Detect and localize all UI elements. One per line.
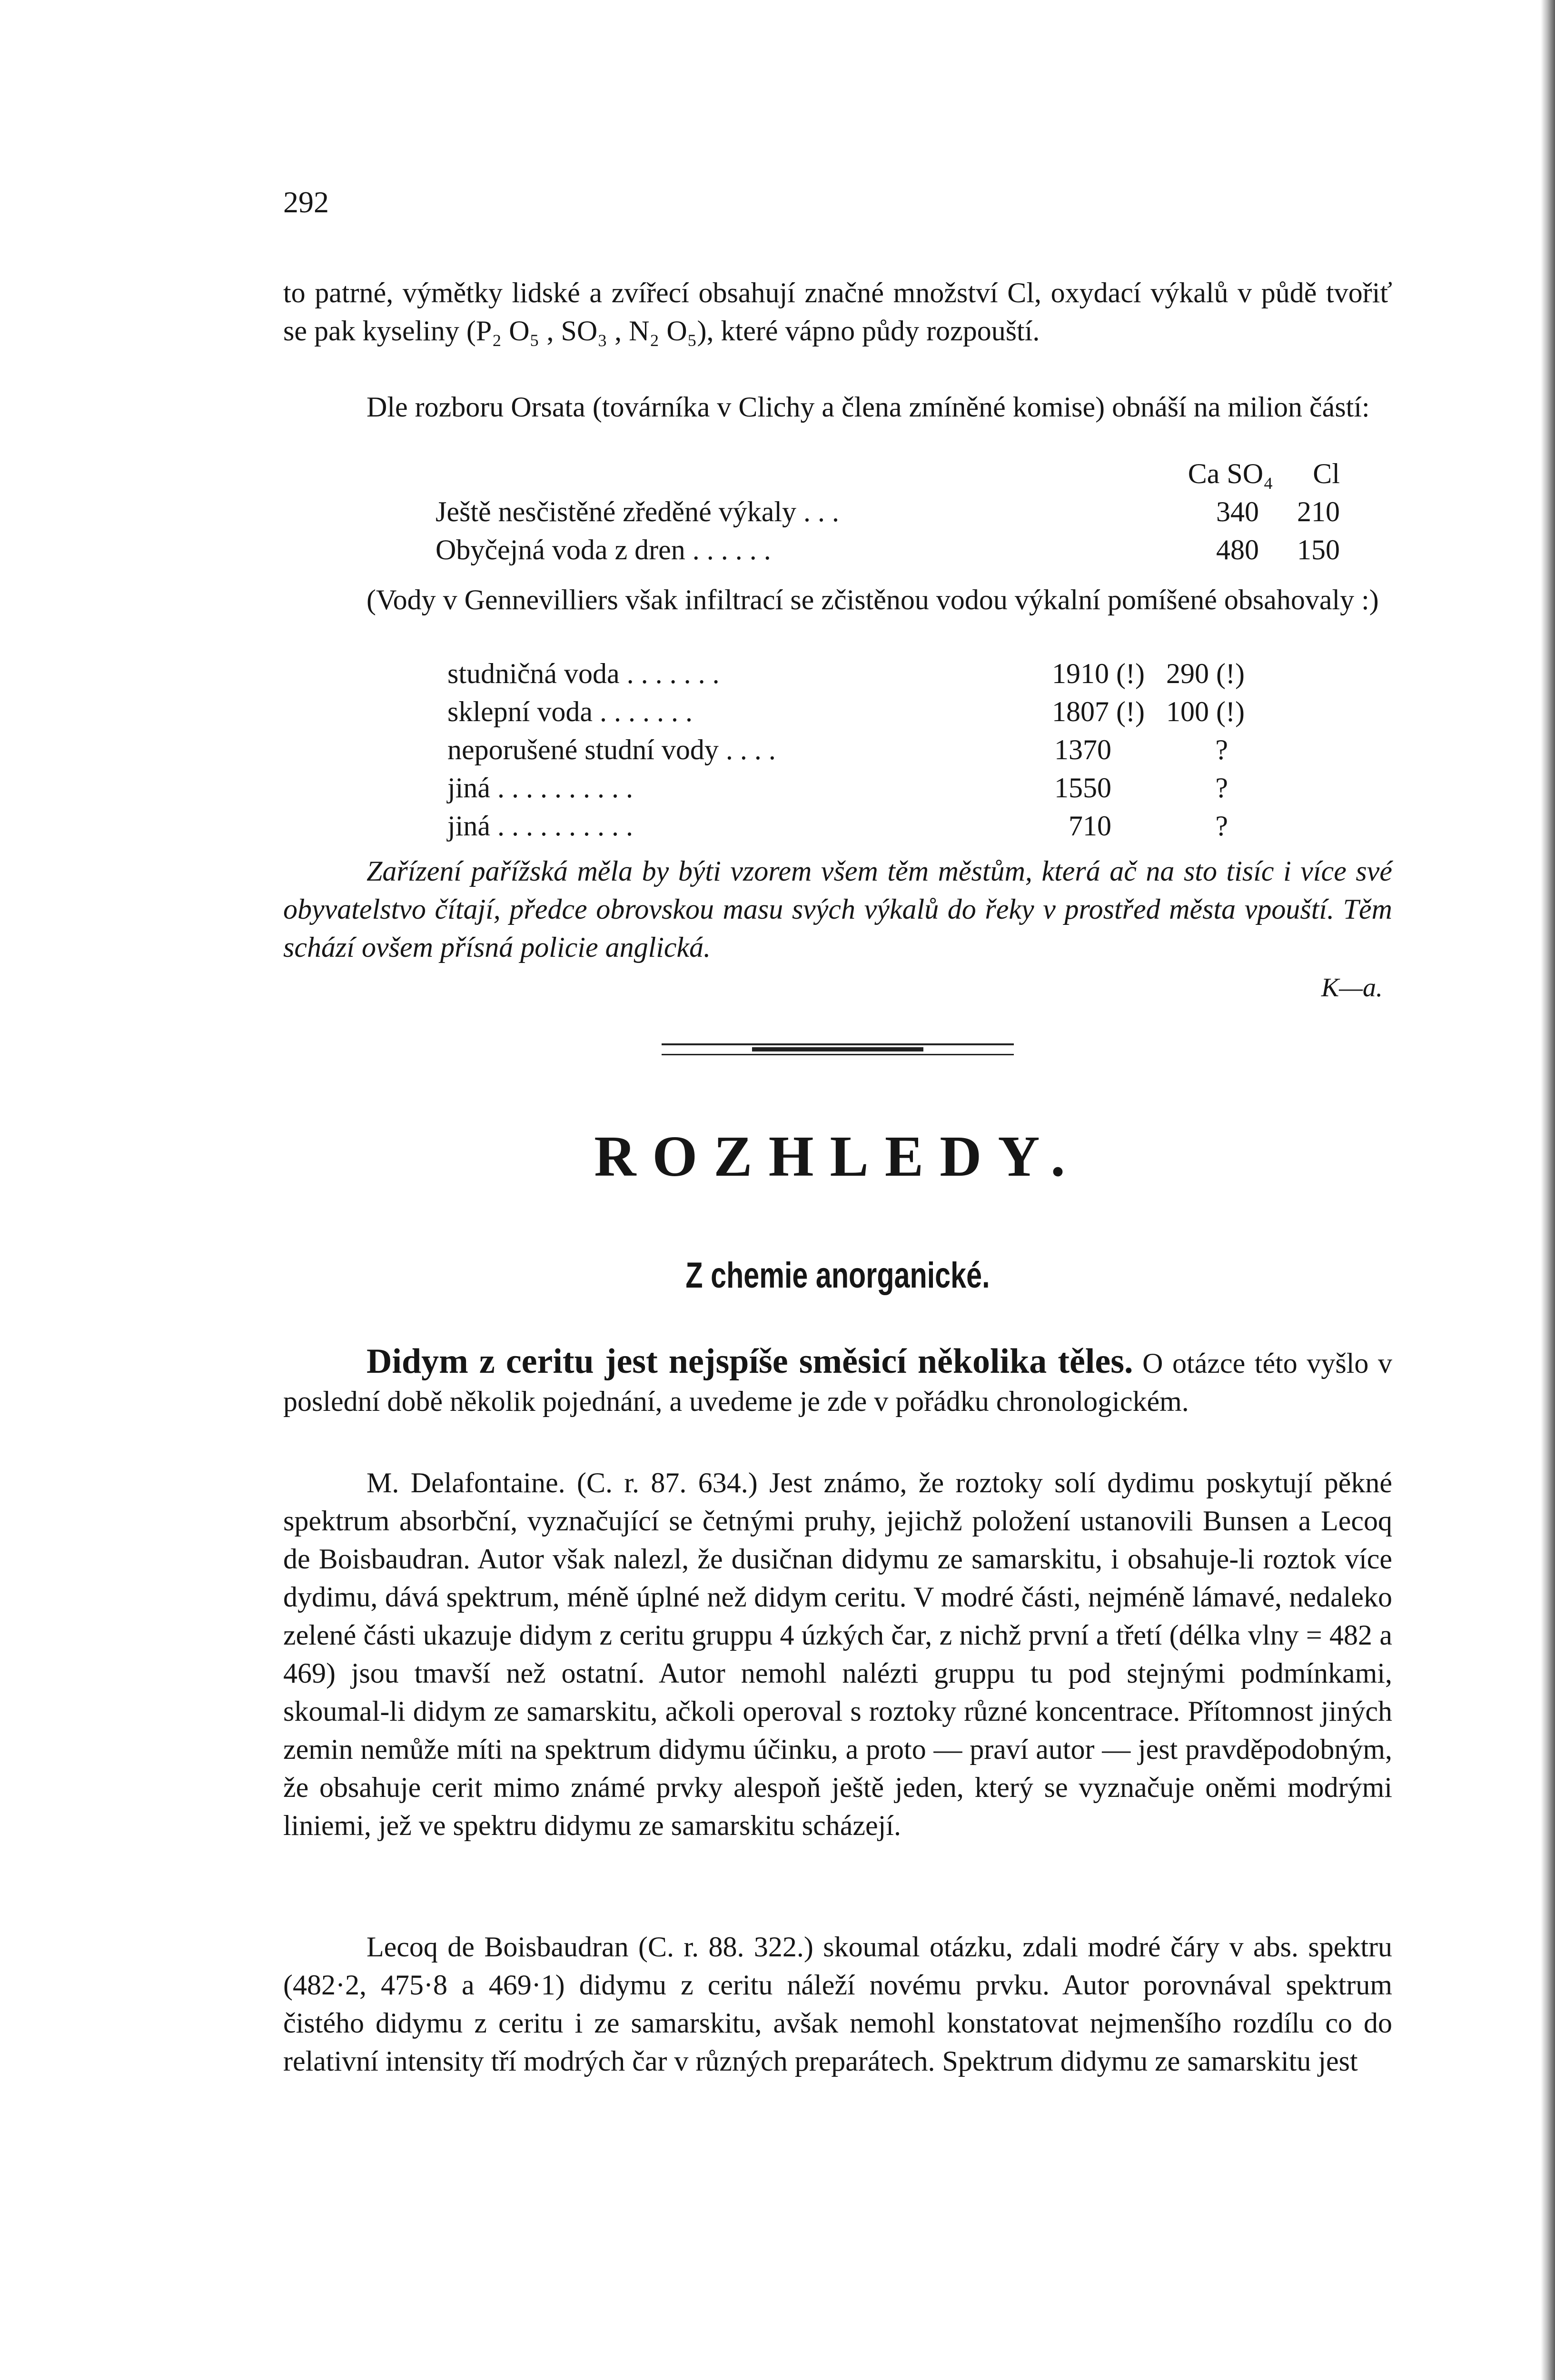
table-row-caso4: 1807 (!) — [1052, 696, 1145, 727]
article-intro-text: O otázce této vyšlo v poslední době několik pojednání, a uvedeme je zde v pořádku chronologickém. — [283, 1348, 1393, 1417]
article-text-2: Lecoq de Boisbaudran (C. r. 88. 322.) skoumal otázku, zdali modré čáry v abs. spektru (482·2, 475·8 a 469·1) didymu z ceritu náleží novému prvku. Autor porovnával spektrum čistého didymu z ceritu i ze samarskitu, avšak nemohl konstatovat nejmenšího rozdílu co do relativní intensity tří modrých čar v různých preparátech. Spektrum didymu ze samarskitu jest — [283, 1931, 1392, 2077]
intro-text-2: Dle rozboru Orsata (továrníka v Clichy a člena zmíněné komise) obnáší na milion částí: — [366, 391, 1370, 423]
table-row — [447, 654, 1392, 693]
table-row-caso4: 710 — [1069, 810, 1111, 842]
table-header-cl: Cl — [1313, 458, 1340, 489]
table-header-caso4: Ca SO₄ — [1188, 458, 1273, 489]
table-row-cl: 290 (!) — [1166, 658, 1245, 689]
signature: K—a. — [1321, 973, 1383, 1002]
table-row — [447, 731, 1392, 769]
table-row — [447, 693, 1392, 731]
scan-edge — [1541, 0, 1555, 2380]
intro-paragraph-2 — [283, 388, 1392, 426]
table-row-label: jiná . . . . . . . . . . — [447, 810, 633, 842]
table-row-label: jiná . . . . . . . . . . — [447, 772, 633, 803]
article-headline: Didym z ceritu jest nejspíše směsicí několika těles. — [366, 1342, 1133, 1381]
table-row-cl: 150 — [1297, 534, 1340, 565]
table-row-caso4: 340 — [1216, 496, 1259, 527]
table-row-caso4: 480 — [1216, 534, 1259, 565]
table-row-label: studničná voda . . . . . . . — [447, 658, 720, 689]
intro-text-1: to patrné, výmětky lidské a zvířecí obsahují značné množství Cl, oxydací výkalů v půdě tvořiť se pak kyseliny (P₂ O₅ , SO₃ , N₂ O₅), které vápno půdy rozpouští. — [283, 277, 1392, 347]
subsection-title: Z chemie anorganické. — [685, 1255, 990, 1296]
remark-paragraph — [283, 852, 1392, 966]
page-number: 292 — [283, 185, 329, 219]
table-row-label: sklepní voda . . . . . . . — [447, 696, 693, 727]
table-row — [436, 493, 1392, 531]
table-row-label: Ještě nesčistěné zředěné výkaly . . . — [436, 496, 839, 527]
table-row-caso4: 1370 — [1054, 734, 1111, 765]
divider-ornament — [752, 1047, 923, 1051]
table-analysis-2 — [447, 654, 1392, 845]
table-row — [447, 807, 1392, 845]
table-row-caso4: 1910 (!) — [1052, 658, 1145, 689]
intro-paragraph-1 — [283, 274, 1392, 350]
article-intro — [283, 1342, 1392, 1420]
table-row-label: Obyčejná voda z dren . . . . . . — [436, 534, 771, 565]
table-row — [436, 531, 1392, 569]
table-row-cl: ? — [1215, 772, 1228, 803]
table-row-cl: 100 (!) — [1166, 696, 1245, 727]
table-row-cl: ? — [1215, 734, 1228, 765]
article-text-1: M. Delafontaine. (C. r. 87. 634.) Jest známo, že roztoky solí dydimu poskytují pěkné spektrum absorbční, vyznačující se četnými pruhy, jejichž položení ustanovili Bunsen a Lecoq de Boisbaudran. Autor však nalezl, že dusičnan didymu ze samarskitu, i obsahuje-li roztok více dydimu, dává spektrum, méně úplné než didym ceritu. V modré části, nejméně lámavé, nedaleko zelené části ukazuje didym z ceritu gruppu 4 úzkých čar, z nichž první a třetí (délka vlny = 482 a 469) jsou tmavší než ostatní. Autor nemohl nalézti gruppu tu pod stejnými podmínkami, skoumal-li didym ze samarskitu, ačkoli operoval s roztoky různé koncentrace. Přítomnost jiných zemin nemůže míti na spektrum didymu účinku, a proto — praví autor — jest pravděpodobným, že obsahuje cerit mimo známé prvky alespoň ještě jeden, který se vyznačuje oněmi modrými liniemi, jež ve spektru didymu ze samarskitu scházejí. — [283, 1467, 1392, 1841]
divider-rule — [662, 1043, 1014, 1045]
note-paragraph — [283, 581, 1392, 619]
table-row — [447, 769, 1392, 807]
table-row-label: neporušené studní vody . . . . — [447, 734, 776, 765]
table-row-cl: 210 — [1297, 496, 1340, 527]
table-row-caso4: 1550 — [1054, 772, 1111, 803]
section-title: ROZHLEDY. — [594, 1124, 1081, 1189]
note-text: (Vody v Gennevilliers však infiltrací se zčistěnou vodou výkalní pomíšené obsahovaly :) — [366, 584, 1379, 615]
table-analysis-1 — [283, 455, 1392, 569]
divider-rule — [662, 1054, 1014, 1055]
table-row-cl: ? — [1215, 810, 1228, 842]
remark-text: Zařízení pařížská měla by býti vzorem všem těm městům, která ač na sto tisíc i více své obyvatelstvo čítají, předce obrovskou masu svých výkalů do řeky v prostřed města vpouští. Těm schází ovšem přísná policie anglická. — [283, 855, 1392, 963]
article-paragraph-2 — [283, 1928, 1392, 2080]
article-paragraph-1 — [283, 1464, 1392, 1844]
